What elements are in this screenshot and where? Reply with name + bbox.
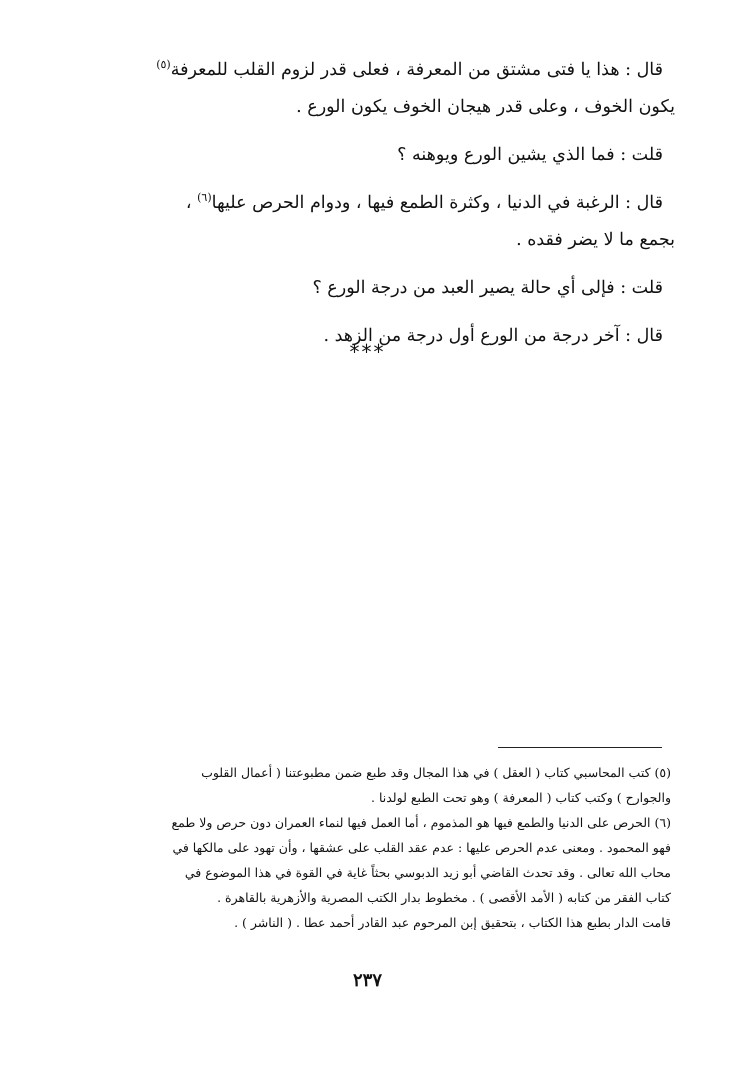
paragraph-3-line-1 (60, 185, 675, 222)
footnote-ref-6[interactable]: (٦) (197, 191, 212, 205)
paragraph-1-line-1 (60, 52, 675, 89)
paragraph-1-text: قال : هذا يا فتى مشتق من المعرفة ، فعلى قدر لزوم القلب للمعرفة (170, 60, 663, 80)
footnote-6-line-5-text: قامت الدار بطبع هذا الكتاب ، بتحقيق إبن المرحوم عبد القادر أحمد عطا . ( الناشر ) . (234, 915, 671, 930)
footnote-5-line-2-text: والجوارح ) وكتب كتاب ( المعرفة ) وهو تحت الطبع لولدنا . (371, 790, 671, 805)
footnote-6-line-5 (90, 910, 671, 935)
paragraph-3-line-2: بجمع ما لا يضر فقده . (516, 230, 675, 250)
footnote-6-line-1: (٦) الحرص على الدنيا والطمع فيها هو المذموم ، أما العمل فيها لنماء العمران دون حرص ولا طمع (171, 815, 671, 830)
footnote-6-line-2 (90, 835, 671, 860)
section-separator: *** (349, 340, 386, 364)
footnote-6-line-4-text: كتاب الفقر من كتابه ( الأمد الأقصى ) . مخطوط بدار الكتب المصرية والأزهرية بالقاهرة . (217, 890, 671, 905)
footnote-5-line-2 (90, 785, 671, 810)
paragraph-4: قلت : فإلى أي حالة يصير العبد من درجة الورع ؟ (312, 278, 663, 298)
main-text (60, 52, 675, 355)
paragraph-3-comma: ، (185, 193, 198, 213)
footnote-6-line-2-text: فهو المحمود . ومعنى عدم الحرص عليها : عدم عقد القلب على عشقها ، وأن تهود على مالكها في (172, 840, 671, 855)
paragraph-2: قلت : فما الذي يشين الورع ويوهنه ؟ (397, 145, 663, 165)
footnote-6-line-3 (90, 860, 671, 885)
footnote-6-line-3-text: محاب الله تعالى . وقد تحدث القاضي أبو زيد الدبوسي بحثاً غاية في القوة في هذا الموضوع في (184, 865, 671, 880)
paragraph-3-text: قال : الرغبة في الدنيا ، وكثرة الطمع فيها ، ودوام الحرص عليها (211, 193, 663, 213)
page-number: ٢٣٧ (352, 970, 382, 991)
paragraph-1-line-2: يكون الخوف ، وعلى قدر هيجان الخوف يكون الورع . (296, 97, 675, 117)
footnote-divider (498, 747, 662, 748)
footnote-6-line-4 (90, 885, 671, 910)
footnote-ref-5[interactable]: (٥) (156, 58, 171, 72)
footnote-5-line-1: (٥) كتب المحاسبي كتاب ( العقل ) في هذا المجال وقد طبع ضمن مطبوعتنا ( أعمال القلوب (201, 765, 671, 780)
paragraph-5: قال : آخر درجة من الورع أول درجة من الزهد . (323, 326, 663, 346)
footnotes (90, 760, 671, 935)
